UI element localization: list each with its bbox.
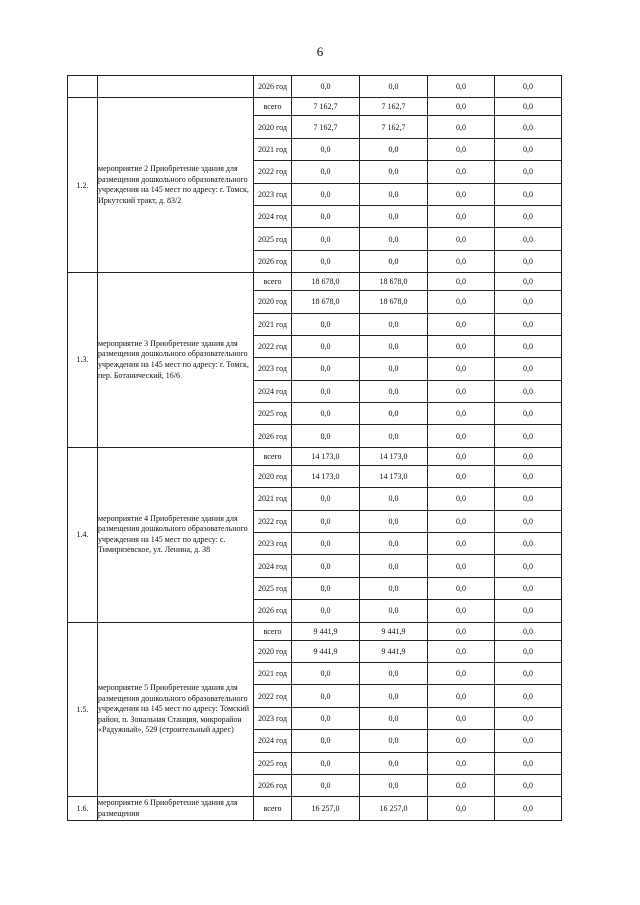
value-cell: 0,0 bbox=[428, 138, 495, 160]
year-cell: 2024 год bbox=[254, 730, 292, 752]
year-cell: 2024 год bbox=[254, 205, 292, 227]
value-cell: 0,0 bbox=[495, 640, 562, 662]
value-cell: 18 678,0 bbox=[292, 291, 360, 313]
value-cell: 7 162,7 bbox=[360, 116, 428, 138]
table-row bbox=[68, 797, 562, 821]
year-cell: 2026 год bbox=[254, 425, 292, 447]
value-cell: 0,0 bbox=[495, 116, 562, 138]
value-cell: 0,0 bbox=[360, 685, 428, 707]
table-row bbox=[68, 98, 562, 116]
value-cell: 0,0 bbox=[292, 403, 360, 425]
value-cell: 18 678,0 bbox=[360, 273, 428, 291]
value-cell: 0,0 bbox=[495, 335, 562, 357]
value-cell: 9 441,9 bbox=[292, 640, 360, 662]
value-cell: 0,0 bbox=[495, 600, 562, 622]
value-cell: 0,0 bbox=[428, 465, 495, 487]
value-cell: 0,0 bbox=[428, 335, 495, 357]
table-row bbox=[68, 447, 562, 465]
year-cell: 2022 год bbox=[254, 510, 292, 532]
value-cell: 0,0 bbox=[495, 447, 562, 465]
value-cell: 0,0 bbox=[428, 205, 495, 227]
year-cell: 2021 год bbox=[254, 488, 292, 510]
value-cell: 0,0 bbox=[428, 707, 495, 729]
value-cell: 14 173,0 bbox=[292, 447, 360, 465]
value-cell: 0,0 bbox=[428, 622, 495, 640]
table-row bbox=[68, 622, 562, 640]
value-cell: 16 257,0 bbox=[292, 797, 360, 821]
year-cell: 2026 год bbox=[254, 600, 292, 622]
value-cell: 0,0 bbox=[360, 577, 428, 599]
value-cell: 0,0 bbox=[495, 403, 562, 425]
value-cell: 0,0 bbox=[495, 510, 562, 532]
item-description-cell: мероприятие 2 Приобретение здания для размещения дошкольного образовательного учреждения на 145 мест по адресу: г. Томск, Иркутский тракт, д. 83/2 bbox=[98, 98, 254, 273]
value-cell: 0,0 bbox=[360, 358, 428, 380]
value-cell: 0,0 bbox=[360, 228, 428, 250]
value-cell: 14 173,0 bbox=[360, 465, 428, 487]
value-cell: 0,0 bbox=[292, 250, 360, 272]
value-cell: 7 162,7 bbox=[292, 116, 360, 138]
value-cell: 7 162,7 bbox=[292, 98, 360, 116]
year-cell: 2020 год bbox=[254, 465, 292, 487]
value-cell: 0,0 bbox=[495, 98, 562, 116]
year-cell: 2023 год bbox=[254, 358, 292, 380]
value-cell: 0,0 bbox=[495, 183, 562, 205]
value-cell: 0,0 bbox=[428, 161, 495, 183]
value-cell: 0,0 bbox=[292, 555, 360, 577]
value-cell: 0,0 bbox=[428, 313, 495, 335]
value-cell: 0,0 bbox=[428, 403, 495, 425]
value-cell: 0,0 bbox=[428, 76, 495, 98]
value-cell: 0,0 bbox=[360, 183, 428, 205]
value-cell: 0,0 bbox=[428, 447, 495, 465]
value-cell: 0,0 bbox=[495, 555, 562, 577]
value-cell: 0,0 bbox=[360, 403, 428, 425]
value-cell: 0,0 bbox=[360, 425, 428, 447]
value-cell: 0,0 bbox=[495, 358, 562, 380]
value-cell: 0,0 bbox=[292, 228, 360, 250]
value-cell: 9 441,9 bbox=[360, 640, 428, 662]
value-cell: 0,0 bbox=[428, 752, 495, 774]
value-cell: 0,0 bbox=[428, 380, 495, 402]
value-cell: 0,0 bbox=[292, 707, 360, 729]
item-number-cell: 1.2. bbox=[68, 98, 98, 273]
value-cell: 0,0 bbox=[495, 273, 562, 291]
value-cell: 0,0 bbox=[495, 250, 562, 272]
year-cell: 2021 год bbox=[254, 313, 292, 335]
value-cell: 0,0 bbox=[428, 183, 495, 205]
year-cell: 2026 год bbox=[254, 250, 292, 272]
value-cell: 0,0 bbox=[428, 555, 495, 577]
funding-table bbox=[67, 75, 562, 821]
value-cell: 0,0 bbox=[292, 425, 360, 447]
value-cell: 18 678,0 bbox=[360, 291, 428, 313]
year-cell: всего bbox=[254, 797, 292, 821]
item-number-cell bbox=[68, 76, 98, 98]
value-cell: 0,0 bbox=[495, 465, 562, 487]
year-cell: 2026 год bbox=[254, 76, 292, 98]
value-cell: 0,0 bbox=[495, 730, 562, 752]
item-description-cell: мероприятие 4 Приобретение здания для размещения дошкольного образовательного учреждения на 145 мест по адресу: с. Тимирязевское, ул. Ленина, д. 38 bbox=[98, 447, 254, 622]
value-cell: 0,0 bbox=[495, 533, 562, 555]
value-cell: 0,0 bbox=[428, 273, 495, 291]
value-cell: 0,0 bbox=[292, 685, 360, 707]
value-cell: 7 162,7 bbox=[360, 98, 428, 116]
value-cell: 0,0 bbox=[428, 510, 495, 532]
year-cell: всего bbox=[254, 98, 292, 116]
year-cell: 2024 год bbox=[254, 555, 292, 577]
value-cell: 0,0 bbox=[292, 774, 360, 796]
value-cell: 0,0 bbox=[428, 577, 495, 599]
year-cell: всего bbox=[254, 273, 292, 291]
value-cell: 0,0 bbox=[292, 510, 360, 532]
value-cell: 0,0 bbox=[495, 662, 562, 684]
year-cell: 2020 год bbox=[254, 640, 292, 662]
value-cell: 0,0 bbox=[360, 774, 428, 796]
year-cell: 2023 год bbox=[254, 707, 292, 729]
item-description-cell: мероприятие 5 Приобретение здания для размещения дошкольного образовательного учреждения на 145 мест по адресу: Томский район, п. Зональная Станция, микрорайон «Радужный», 529 (строительный адрес) bbox=[98, 622, 254, 797]
value-cell: 0,0 bbox=[495, 380, 562, 402]
value-cell: 0,0 bbox=[360, 205, 428, 227]
value-cell: 0,0 bbox=[360, 335, 428, 357]
value-cell: 0,0 bbox=[360, 488, 428, 510]
value-cell: 0,0 bbox=[360, 600, 428, 622]
year-cell: 2025 год bbox=[254, 228, 292, 250]
item-description-cell bbox=[98, 76, 254, 98]
value-cell: 0,0 bbox=[292, 76, 360, 98]
year-cell: 2021 год bbox=[254, 662, 292, 684]
year-cell: 2022 год bbox=[254, 161, 292, 183]
value-cell: 9 441,9 bbox=[292, 622, 360, 640]
value-cell: 0,0 bbox=[360, 510, 428, 532]
value-cell: 0,0 bbox=[292, 380, 360, 402]
value-cell: 0,0 bbox=[360, 752, 428, 774]
value-cell: 0,0 bbox=[360, 380, 428, 402]
year-cell: 2024 год bbox=[254, 380, 292, 402]
value-cell: 0,0 bbox=[495, 205, 562, 227]
year-cell: 2025 год bbox=[254, 577, 292, 599]
value-cell: 0,0 bbox=[495, 797, 562, 821]
value-cell: 0,0 bbox=[495, 685, 562, 707]
value-cell: 14 173,0 bbox=[292, 465, 360, 487]
value-cell: 0,0 bbox=[428, 685, 495, 707]
value-cell: 0,0 bbox=[495, 425, 562, 447]
value-cell: 0,0 bbox=[495, 752, 562, 774]
value-cell: 0,0 bbox=[495, 313, 562, 335]
value-cell: 0,0 bbox=[428, 425, 495, 447]
value-cell: 0,0 bbox=[292, 600, 360, 622]
year-cell: 2025 год bbox=[254, 752, 292, 774]
value-cell: 0,0 bbox=[360, 662, 428, 684]
table-row bbox=[68, 273, 562, 291]
value-cell: 0,0 bbox=[495, 76, 562, 98]
value-cell: 0,0 bbox=[428, 600, 495, 622]
year-cell: 2021 год bbox=[254, 138, 292, 160]
value-cell: 0,0 bbox=[292, 533, 360, 555]
value-cell: 0,0 bbox=[428, 640, 495, 662]
value-cell: 0,0 bbox=[428, 774, 495, 796]
value-cell: 0,0 bbox=[495, 774, 562, 796]
value-cell: 0,0 bbox=[292, 752, 360, 774]
value-cell: 0,0 bbox=[292, 335, 360, 357]
item-description-cell: мероприятие 3 Приобретение здания для размещения дошкольного образовательного учреждения на 145 мест по адресу: г. Томск, пер. Ботанический, 16/6 bbox=[98, 273, 254, 448]
value-cell: 0,0 bbox=[360, 533, 428, 555]
value-cell: 16 257,0 bbox=[360, 797, 428, 821]
value-cell: 0,0 bbox=[428, 488, 495, 510]
value-cell: 0,0 bbox=[292, 313, 360, 335]
value-cell: 14 173,0 bbox=[360, 447, 428, 465]
value-cell: 0,0 bbox=[495, 291, 562, 313]
value-cell: 0,0 bbox=[360, 76, 428, 98]
value-cell: 0,0 bbox=[292, 488, 360, 510]
value-cell: 0,0 bbox=[360, 555, 428, 577]
value-cell: 0,0 bbox=[495, 488, 562, 510]
value-cell: 0,0 bbox=[292, 662, 360, 684]
item-number-cell: 1.4. bbox=[68, 447, 98, 622]
value-cell: 0,0 bbox=[428, 662, 495, 684]
value-cell: 0,0 bbox=[495, 622, 562, 640]
year-cell: 2022 год bbox=[254, 335, 292, 357]
year-cell: 2023 год bbox=[254, 183, 292, 205]
value-cell: 0,0 bbox=[495, 228, 562, 250]
value-cell: 0,0 bbox=[495, 577, 562, 599]
value-cell: 0,0 bbox=[428, 250, 495, 272]
value-cell: 0,0 bbox=[292, 161, 360, 183]
value-cell: 0,0 bbox=[360, 138, 428, 160]
table-row bbox=[68, 76, 562, 98]
value-cell: 0,0 bbox=[428, 228, 495, 250]
value-cell: 0,0 bbox=[428, 533, 495, 555]
year-cell: 2026 год bbox=[254, 774, 292, 796]
value-cell: 0,0 bbox=[360, 313, 428, 335]
item-number-cell: 1.3. bbox=[68, 273, 98, 448]
year-cell: 2020 год bbox=[254, 291, 292, 313]
value-cell: 0,0 bbox=[428, 291, 495, 313]
value-cell: 0,0 bbox=[292, 358, 360, 380]
year-cell: 2022 год bbox=[254, 685, 292, 707]
value-cell: 0,0 bbox=[360, 250, 428, 272]
value-cell: 0,0 bbox=[495, 138, 562, 160]
value-cell: 0,0 bbox=[495, 707, 562, 729]
value-cell: 0,0 bbox=[428, 98, 495, 116]
page-number: 6 bbox=[316, 44, 324, 59]
item-description-cell: мероприятие 6 Приобретение здания для размещения bbox=[98, 797, 254, 821]
item-number-cell: 1.5. bbox=[68, 622, 98, 797]
value-cell: 0,0 bbox=[360, 707, 428, 729]
value-cell: 0,0 bbox=[428, 730, 495, 752]
value-cell: 0,0 bbox=[428, 358, 495, 380]
year-cell: всего bbox=[254, 447, 292, 465]
value-cell: 0,0 bbox=[292, 730, 360, 752]
item-number-cell: 1.6. bbox=[68, 797, 98, 821]
value-cell: 0,0 bbox=[360, 161, 428, 183]
funding-table-body bbox=[68, 76, 562, 821]
value-cell: 0,0 bbox=[292, 577, 360, 599]
year-cell: всего bbox=[254, 622, 292, 640]
value-cell: 9 441,9 bbox=[360, 622, 428, 640]
value-cell: 18 678,0 bbox=[292, 273, 360, 291]
value-cell: 0,0 bbox=[360, 730, 428, 752]
value-cell: 0,0 bbox=[495, 161, 562, 183]
value-cell: 0,0 bbox=[292, 205, 360, 227]
year-cell: 2023 год bbox=[254, 533, 292, 555]
year-cell: 2025 год bbox=[254, 403, 292, 425]
value-cell: 0,0 bbox=[428, 797, 495, 821]
value-cell: 0,0 bbox=[292, 183, 360, 205]
year-cell: 2020 год bbox=[254, 116, 292, 138]
value-cell: 0,0 bbox=[428, 116, 495, 138]
value-cell: 0,0 bbox=[292, 138, 360, 160]
